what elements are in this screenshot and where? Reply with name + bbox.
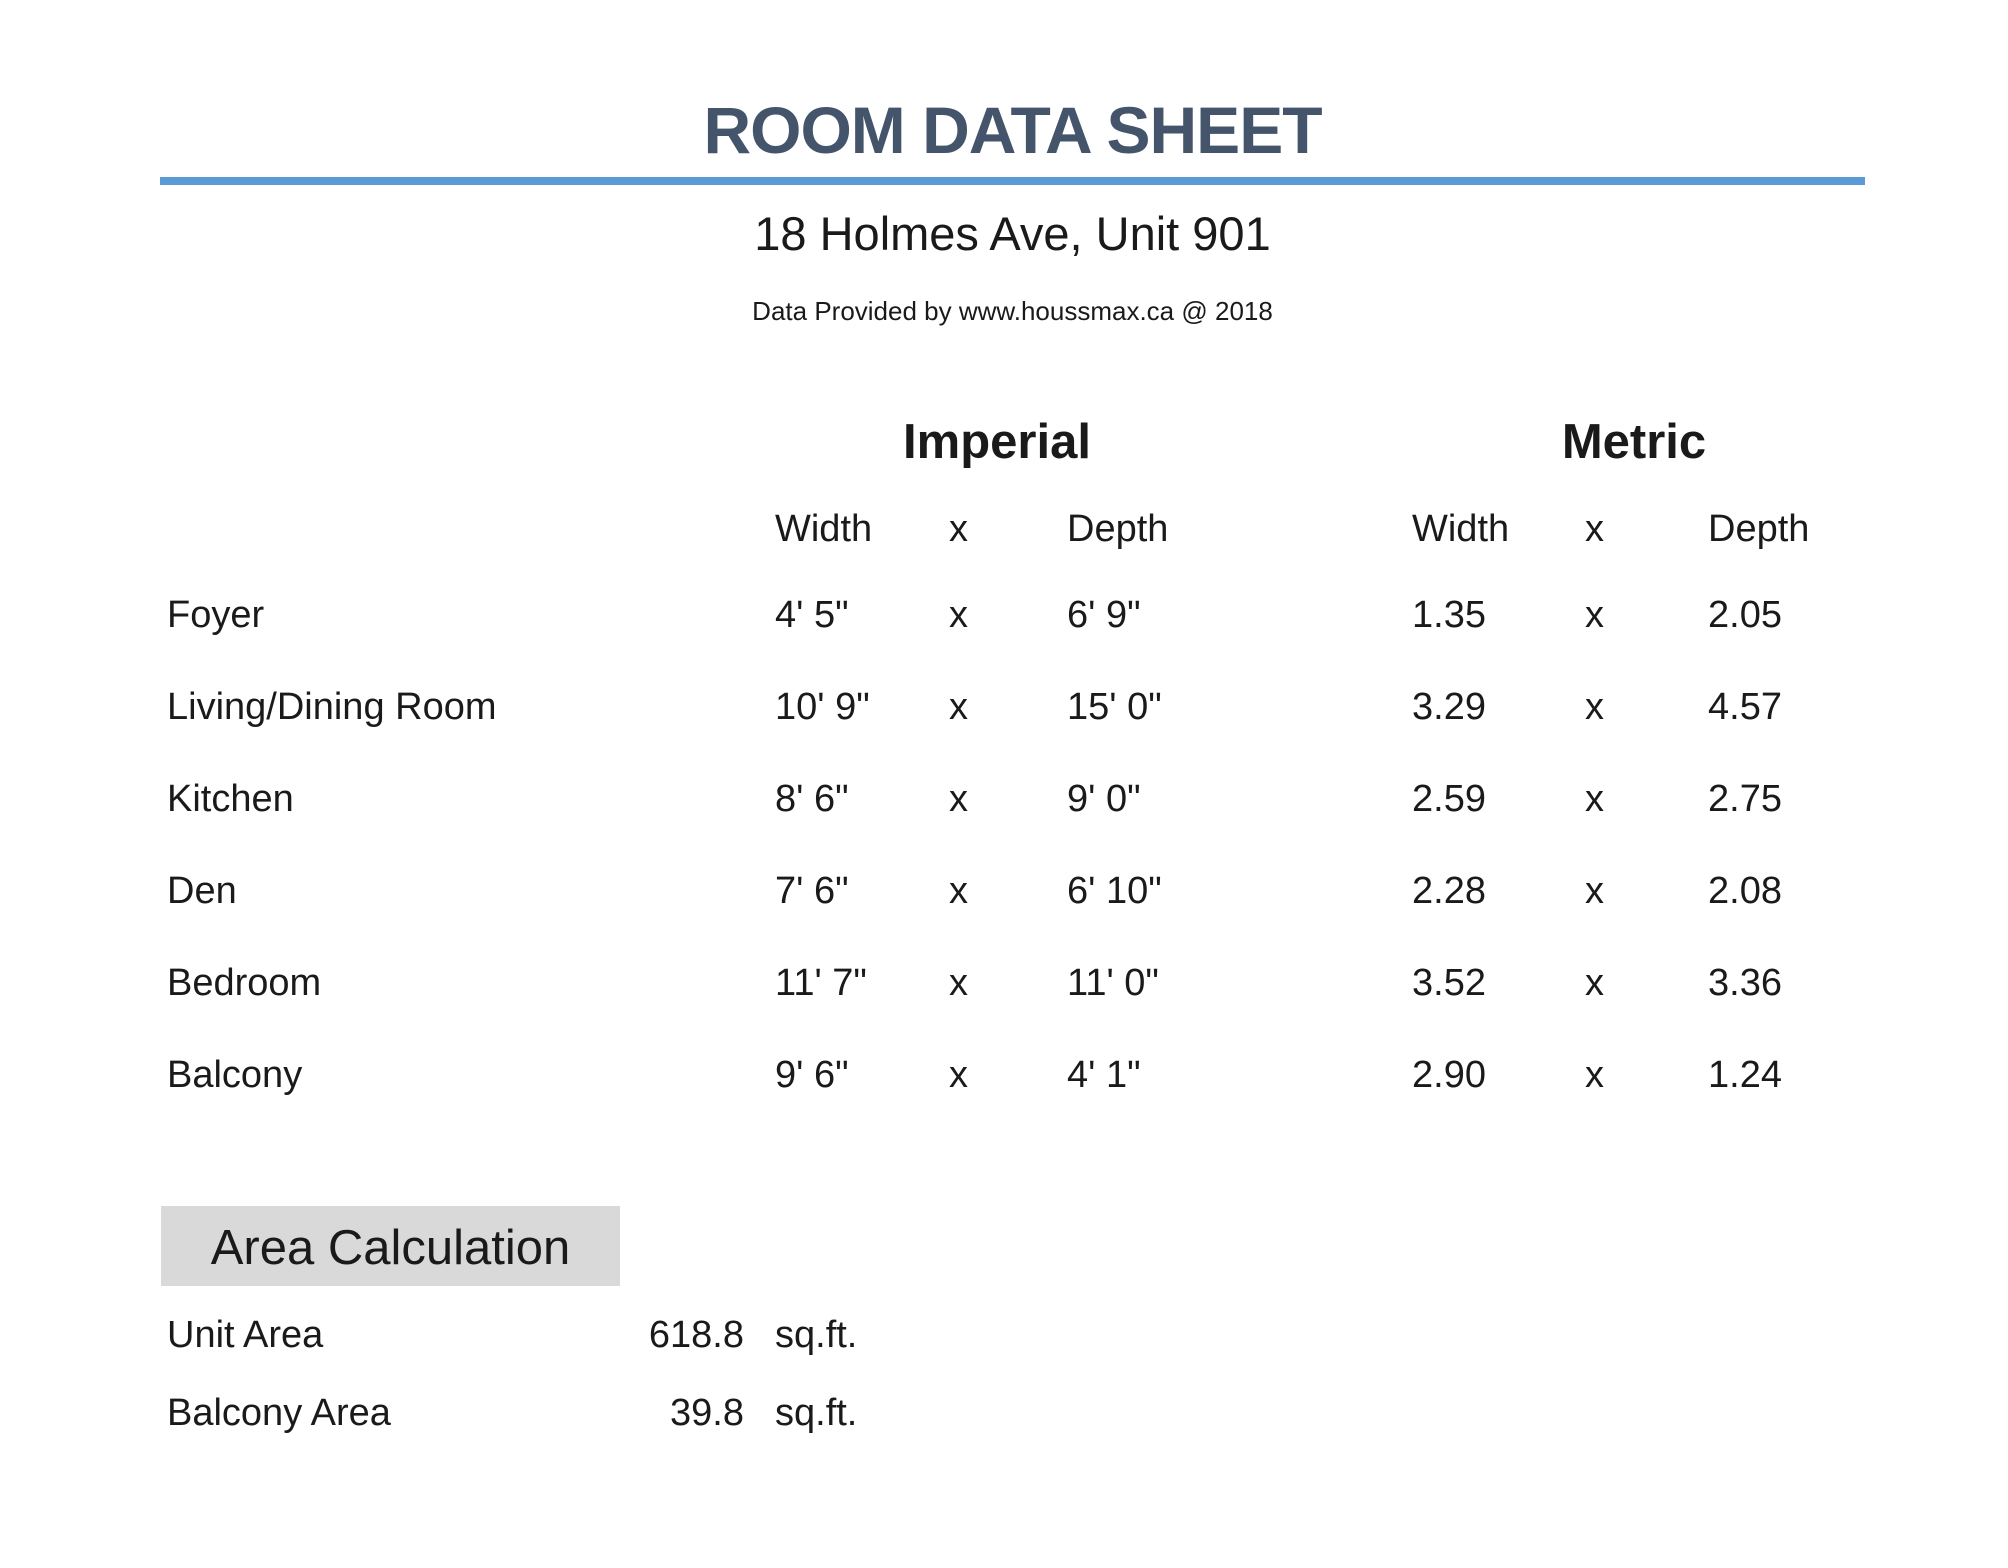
times-sign: x bbox=[1585, 870, 1604, 912]
imperial-width-value: 4' 5" bbox=[775, 594, 849, 636]
metric-heading: Metric bbox=[1561, 415, 1707, 469]
imperial-width-value: 9' 6" bbox=[775, 1054, 849, 1096]
room-name: Balcony bbox=[167, 1054, 303, 1096]
imperial-width-value: 10' 9" bbox=[775, 686, 870, 728]
imperial-depth-value: 4' 1" bbox=[1067, 1054, 1141, 1096]
metric-width-header: Width bbox=[1412, 508, 1510, 550]
metric-width-value: 2.59 bbox=[1412, 778, 1486, 820]
room-name: Den bbox=[167, 870, 237, 912]
times-sign: x bbox=[1585, 1054, 1604, 1096]
metric-depth-value: 4.57 bbox=[1708, 686, 1782, 728]
metric-width-value: 3.29 bbox=[1412, 686, 1486, 728]
times-sign: x bbox=[949, 778, 968, 820]
metric-depth-value: 3.36 bbox=[1708, 962, 1782, 1004]
room-name: Foyer bbox=[167, 594, 265, 636]
metric-width-value: 1.35 bbox=[1412, 594, 1486, 636]
area-unit: sq.ft. bbox=[775, 1392, 858, 1434]
area-value: 39.8 bbox=[670, 1392, 744, 1434]
times-sign: x bbox=[1585, 962, 1604, 1004]
metric-width-value: 2.90 bbox=[1412, 1054, 1486, 1096]
imperial-width-value: 7' 6" bbox=[775, 870, 849, 912]
imperial-depth-value: 15' 0" bbox=[1067, 686, 1162, 728]
metric-width-value: 2.28 bbox=[1412, 870, 1486, 912]
metric-depth-header: Depth bbox=[1708, 508, 1810, 550]
metric-depth-value: 1.24 bbox=[1708, 1054, 1782, 1096]
metric-x-header: x bbox=[1585, 508, 1604, 550]
times-sign: x bbox=[949, 594, 968, 636]
imperial-depth-header: Depth bbox=[1067, 508, 1169, 550]
imperial-depth-value: 11' 0" bbox=[1067, 962, 1159, 1004]
times-sign: x bbox=[949, 962, 968, 1004]
room-name: Bedroom bbox=[167, 962, 322, 1004]
area-unit: sq.ft. bbox=[775, 1314, 858, 1356]
times-sign: x bbox=[949, 1054, 968, 1096]
metric-width-value: 3.52 bbox=[1412, 962, 1486, 1004]
imperial-heading: Imperial bbox=[903, 415, 1091, 469]
metric-depth-value: 2.05 bbox=[1708, 594, 1782, 636]
title-divider bbox=[160, 177, 1865, 185]
imperial-x-header: x bbox=[949, 508, 968, 550]
imperial-width-header: Width bbox=[775, 508, 873, 550]
times-sign: x bbox=[1585, 778, 1604, 820]
times-sign: x bbox=[1585, 594, 1604, 636]
page-title: ROOM DATA SHEET bbox=[703, 93, 1322, 167]
imperial-width-value: 8' 6" bbox=[775, 778, 849, 820]
times-sign: x bbox=[949, 870, 968, 912]
times-sign: x bbox=[949, 686, 968, 728]
data-provider-note: Data Provided by www.houssmax.ca @ 2018 bbox=[752, 296, 1273, 326]
times-sign: x bbox=[1585, 686, 1604, 728]
imperial-depth-value: 6' 9" bbox=[1067, 594, 1141, 636]
imperial-depth-value: 9' 0" bbox=[1067, 778, 1141, 820]
imperial-width-value: 11' 7" bbox=[775, 962, 867, 1004]
area-value: 618.8 bbox=[648, 1314, 744, 1356]
room-name: Kitchen bbox=[167, 778, 294, 820]
area-calculation-title: Area Calculation bbox=[210, 1221, 571, 1275]
imperial-depth-value: 6' 10" bbox=[1067, 870, 1162, 912]
metric-depth-value: 2.75 bbox=[1708, 778, 1782, 820]
room-name: Living/Dining Room bbox=[167, 686, 497, 728]
area-label: Balcony Area bbox=[167, 1392, 391, 1434]
property-address: 18 Holmes Ave, Unit 901 bbox=[754, 207, 1271, 260]
area-label: Unit Area bbox=[167, 1314, 324, 1356]
metric-depth-value: 2.08 bbox=[1708, 870, 1782, 912]
